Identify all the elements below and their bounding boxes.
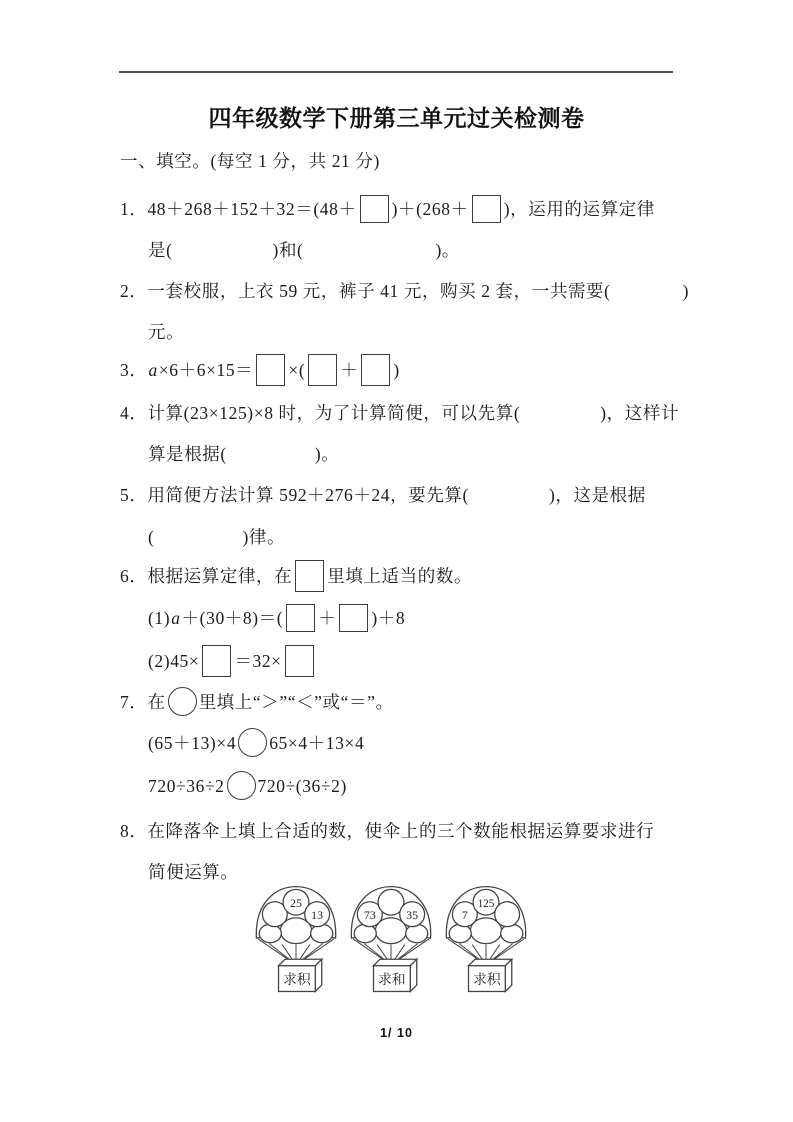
q6-sub2-text-b: ＝32× [234, 651, 282, 671]
q5-text-d: )律。 [242, 527, 286, 547]
q3-text-c: ＋ [340, 360, 359, 380]
q2-text-c: 元。 [148, 322, 185, 342]
question-3-line [120, 354, 400, 386]
answer-box [361, 354, 390, 386]
parachute-figures [250, 881, 532, 998]
answer-box [360, 195, 389, 223]
parachute-1-box-label: 求积 [283, 972, 311, 988]
q3-number: 3． [120, 360, 148, 380]
answer-box [285, 645, 314, 677]
answer-box [308, 354, 337, 386]
q1-text-e: )和( [272, 240, 304, 260]
question-7-line-1 [120, 687, 394, 717]
question-4-line-1 [120, 398, 679, 428]
q1-text-f: )。 [435, 240, 461, 260]
q7-exp1-right: 65×4＋13×4 [269, 733, 365, 753]
q6-sub1-text-c: )＋8 [371, 608, 406, 628]
section-header [120, 146, 380, 176]
q2-text-a: 2．一套校服，上衣 59 元，裤子 41 元，购买 2 套，一共需要( [120, 281, 611, 301]
q1-text-a: 1．48＋268＋152＋32＝(48＋ [120, 199, 357, 219]
q5-text-b: )，这是根据 [548, 485, 646, 505]
parachute-2 [345, 881, 437, 998]
question-2-line-2 [148, 317, 184, 347]
parachute-3-top-number: 125 [477, 897, 495, 910]
q5-text-c: ( [148, 527, 155, 547]
question-6-line-1 [120, 560, 472, 592]
q6-variable: a [171, 608, 181, 628]
q1-text-c: )，运用的运算定律 [503, 199, 655, 219]
q6-text-a: 6．根据运算定律，在 [120, 566, 293, 586]
answer-box [472, 195, 501, 223]
page-number: 1/ 10 [380, 1026, 413, 1040]
q6-sub1-text-a: ＋(30＋8)＝( [181, 608, 284, 628]
q5-text-a: 5．用简便方法计算 592＋276＋24，要先算( [120, 485, 469, 505]
q3-variable: a [148, 360, 158, 380]
parachute-1-top-number: 25 [290, 895, 302, 910]
section-label: 一、填空。(每空 1 分，共 21 分) [120, 151, 380, 171]
parachute-2-left-number: 73 [363, 907, 376, 922]
q4-text-a: 4．计算(23×125)×8 时，为了计算简便，可以先算( [120, 403, 521, 423]
q7-text-b: 里填上“＞”“＜”或“＝”。 [198, 692, 394, 712]
comparison-circle [227, 771, 256, 800]
parachute-2-right-number: 35 [406, 907, 419, 922]
q8-text-a: 8．在降落伞上填上合适的数，使伞上的三个数能根据运算要求进行 [120, 821, 655, 841]
q4-text-c: 算是根据( [148, 444, 227, 464]
q6-sub2-text-a: (2)45× [148, 651, 200, 671]
question-8-line-1 [120, 816, 654, 846]
answer-box [295, 560, 324, 592]
parachute-2-box-label: 求和 [378, 972, 406, 988]
q4-text-d: )。 [314, 444, 340, 464]
question-7-expression-1 [148, 728, 364, 758]
answer-box [286, 604, 315, 632]
q7-text-a: 7．在 [120, 692, 166, 712]
q2-text-b: ) [682, 281, 690, 301]
question-1-line-2 [148, 235, 460, 265]
parachute-3-left-number: 7 [461, 907, 468, 922]
question-5-line-2 [148, 522, 285, 552]
question-7-expression-2 [148, 771, 347, 801]
q7-exp1-left: (65＋13)×4 [148, 733, 237, 753]
q1-text-b: )＋(268＋ [391, 199, 469, 219]
answer-box [256, 354, 285, 386]
q3-text-b: ×( [288, 360, 306, 380]
q4-text-b: )，这样计 [600, 403, 680, 423]
parachute-1-right-number: 13 [311, 907, 324, 922]
q3-text-d: ) [393, 360, 400, 380]
q6-text-b: 里填上适当的数。 [327, 566, 473, 586]
q3-text-a: ×6＋6×15＝ [158, 360, 254, 380]
question-8-line-2 [148, 857, 239, 887]
q1-text-d: 是( [148, 240, 173, 260]
q7-exp2-right: 720÷(36÷2) [257, 776, 347, 796]
parachute-3 [440, 881, 532, 998]
answer-box [202, 645, 231, 677]
question-5-line-1 [120, 480, 646, 510]
comparison-circle [168, 687, 197, 716]
q8-text-b: 简便运算。 [148, 862, 239, 882]
question-4-line-2 [148, 439, 339, 469]
q7-exp2-left: 720÷36÷2 [148, 776, 225, 796]
page-title: 四年级数学下册第三单元过关检测卷 [208, 105, 585, 131]
parachute-3-box-label: 求积 [473, 972, 501, 988]
question-2-line-1 [120, 276, 689, 306]
parachute-1 [250, 881, 342, 998]
answer-box [339, 604, 368, 632]
question-6-sub-1 [148, 603, 405, 633]
comparison-circle [238, 728, 267, 757]
question-1-line-1 [120, 194, 655, 224]
question-6-sub-2 [148, 645, 317, 677]
q6-sub1-label: (1) [148, 608, 171, 628]
q6-sub1-text-b: ＋ [318, 608, 337, 628]
header-divider [119, 71, 673, 73]
